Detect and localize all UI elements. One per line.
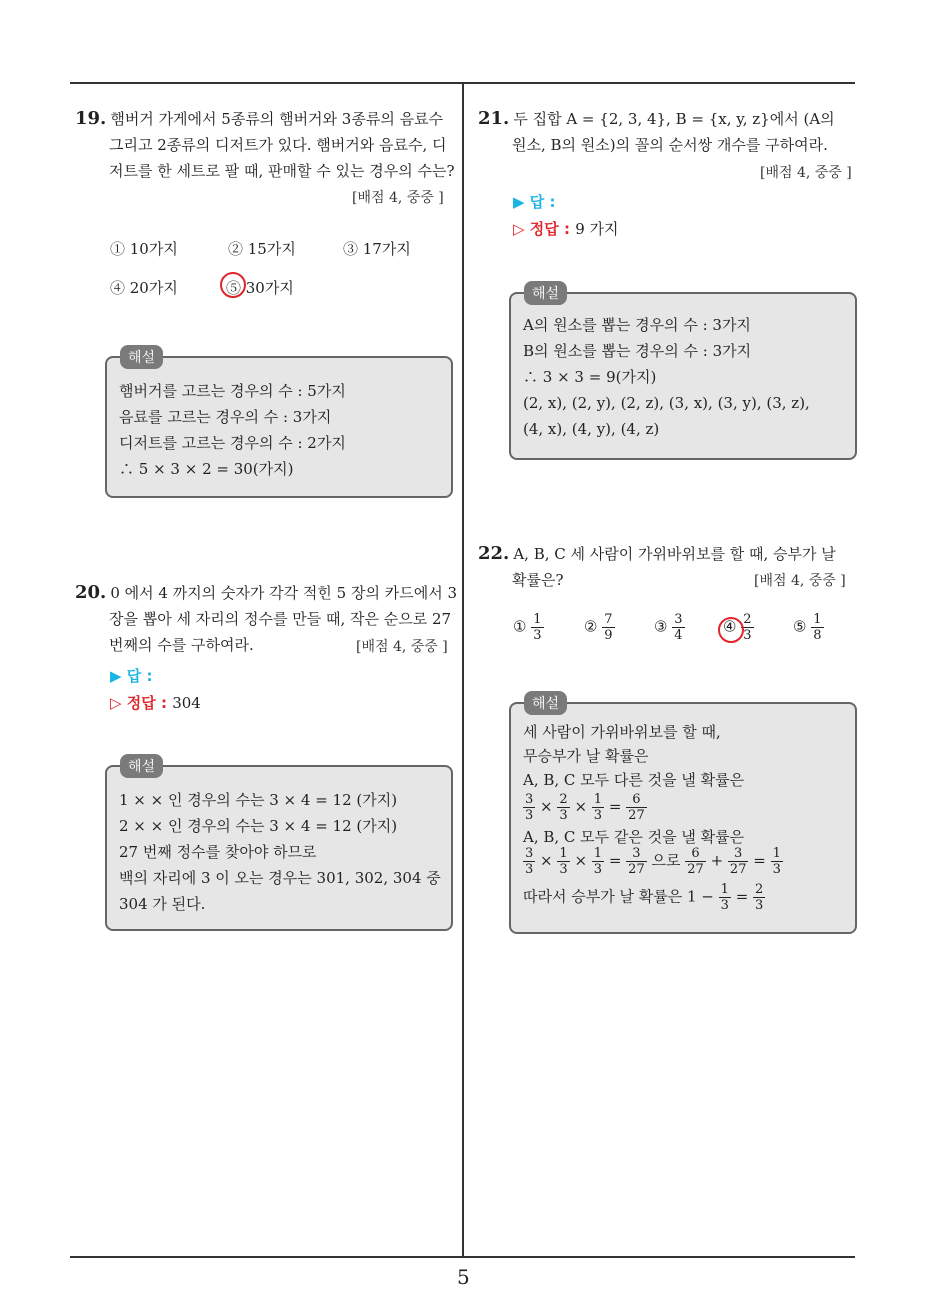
explanation-line: A의 원소를 뽑는 경우의 수 : 3가지: [523, 316, 751, 334]
explanation-line: 304 가 된다.: [119, 895, 206, 913]
explanation-label: 해설: [120, 345, 163, 369]
choice-4[interactable]: ④ 20가지: [110, 279, 178, 297]
equation-2: $\frac{3}{3}$ × $\frac{1}{3}$ × $\frac{1}{3}$ = $\frac{3}{27}$ 으로 $\frac{6}{27}$ + $\frac{3}{27}$ = $\frac{1}{3}$: [525, 846, 781, 877]
explanation-line: 햄버거를 고르는 경우의 수 : 5가지: [119, 382, 346, 400]
question-number: 22.: [478, 543, 510, 564]
choice-mark: ②: [584, 617, 598, 636]
score-meta: [배점 4, 중중 ]: [356, 639, 448, 655]
question-text: 두 집합 A = {2, 3, 4}, B = {x, y, z}에서 (A의: [513, 110, 835, 128]
explanation-line: (4, x), (4, y), (4, z): [523, 420, 660, 438]
correct-answer: [513, 218, 619, 239]
question-number: 20.: [75, 582, 107, 603]
choice-fraction: $\frac{2}{3}$: [743, 612, 752, 643]
choice-1[interactable]: ① 10가지: [110, 240, 178, 258]
choice-fraction: $\frac{1}{8}$: [813, 612, 822, 643]
bottom-rule: [70, 1256, 855, 1258]
choice-5[interactable]: [793, 612, 824, 643]
explanation-line: 2 × × 인 경우의 수는 3 × 4 = 12 (가지): [119, 817, 398, 835]
answer-input-label[interactable]: ▶ 답 :: [513, 193, 556, 211]
correct-answer: [110, 692, 201, 713]
choice-2[interactable]: ② 15가지: [228, 240, 296, 258]
question-text: 0 에서 4 까지의 숫자가 각각 적힌 5 장의 카드에서 3: [110, 584, 458, 602]
question-number: 19.: [75, 108, 107, 129]
explanation-line: 무승부가 날 확률은: [523, 747, 649, 765]
score-meta: [배점 4, 중중 ]: [754, 573, 846, 589]
choice-mark: ③: [654, 617, 668, 636]
equation-1: $\frac{3}{3}$ × $\frac{2}{3}$ × $\frac{1}{3}$ = $\frac{6}{27}$: [525, 792, 645, 823]
question-text: 저트를 한 세트로 팔 때, 판매할 수 있는 경우의 수는?: [109, 162, 455, 180]
question-text: 번째의 수를 구하여라.: [109, 636, 254, 654]
explanation-label: 해설: [524, 691, 567, 715]
explanation-box-22: [509, 702, 857, 934]
question-text: 햄버거 가게에서 5종류의 햄버거와 3종류의 음료수: [110, 110, 444, 128]
explanation-label: 해설: [524, 281, 567, 305]
explanation-line: A, B, C 모두 다른 것을 낼 확률은: [523, 771, 745, 789]
explanation-line: 세 사람이 가위바위보를 할 때,: [523, 723, 721, 741]
answer-input-label[interactable]: ▶ 답 :: [110, 667, 153, 685]
explanation-line: ∴ 5 × 3 × 2 = 30(가지): [119, 460, 294, 478]
choice-3[interactable]: [654, 612, 685, 643]
page-number: 5: [457, 1265, 470, 1289]
explanation-line: A, B, C 모두 같은 것을 낼 확률은: [523, 828, 745, 846]
correct-label: ▷ 정답 :: [110, 694, 167, 712]
correct-value: 9 가지: [575, 220, 619, 238]
correct-value: 304: [172, 694, 201, 712]
column-divider: [462, 82, 464, 1258]
choice-5[interactable]: ⑤ 30가지: [226, 279, 294, 297]
choice-fraction: $\frac{3}{4}$: [674, 612, 683, 643]
explanation-line: 음료를 고르는 경우의 수 : 3가지: [119, 408, 332, 426]
score-meta: [배점 4, 중중 ]: [352, 190, 444, 206]
choice-3[interactable]: ③ 17가지: [343, 240, 411, 258]
final-equation: 따라서 승부가 날 확률은 1 − $\frac{1}{3}$ = $\frac{2}{3}$: [523, 882, 764, 913]
explanation-line: 디저트를 고르는 경우의 수 : 2가지: [119, 434, 346, 452]
explanation-box-20: [105, 765, 453, 931]
choice-fraction: $\frac{1}{3}$: [533, 612, 542, 643]
choice-mark: ④: [723, 617, 737, 636]
question-21: [478, 106, 863, 158]
question-number: 21.: [478, 108, 510, 129]
selected-answer-mark: [220, 272, 246, 298]
explanation-line: 1 × × 인 경우의 수는 3 × 4 = 12 (가지): [119, 791, 398, 809]
explanation-box-19: [105, 356, 453, 498]
question-text: 그리고 2종류의 디저트가 있다. 햄버거와 음료수, 디: [109, 136, 447, 154]
choice-2[interactable]: [584, 612, 615, 643]
explanation-line: B의 원소를 뽑는 경우의 수 : 3가지: [523, 342, 752, 360]
explanation-box-21: [509, 292, 857, 460]
score-meta: [배점 4, 중중 ]: [760, 165, 852, 181]
question-19: [75, 106, 460, 184]
selected-answer-mark: [718, 617, 744, 643]
correct-label: ▷ 정답 :: [513, 220, 570, 238]
choice-1[interactable]: [513, 612, 544, 643]
explanation-label: 해설: [120, 754, 163, 778]
choice-mark: ⑤: [793, 617, 807, 636]
question-text: 원소, B의 원소)의 꼴의 순서쌍 개수를 구하여라.: [512, 136, 828, 154]
explanation-line: (2, x), (2, y), (2, z), (3, x), (3, y), (3, z),: [523, 394, 810, 412]
explanation-line: 백의 자리에 3 이 오는 경우는 301, 302, 304 중: [119, 869, 441, 887]
explanation-line: 27 번째 정수를 찾아야 하므로: [119, 843, 317, 861]
question-text: 확률은?: [512, 571, 564, 589]
explanation-line: ∴ 3 × 3 = 9(가지): [523, 368, 657, 386]
question-text: 장을 뽑아 세 자리의 정수를 만들 때, 작은 순으로 27: [109, 610, 452, 628]
choice-mark: ①: [513, 617, 527, 636]
question-text: A, B, C 세 사람이 가위바위보를 할 때, 승부가 날: [513, 545, 836, 563]
choice-fraction: $\frac{7}{9}$: [604, 612, 613, 643]
